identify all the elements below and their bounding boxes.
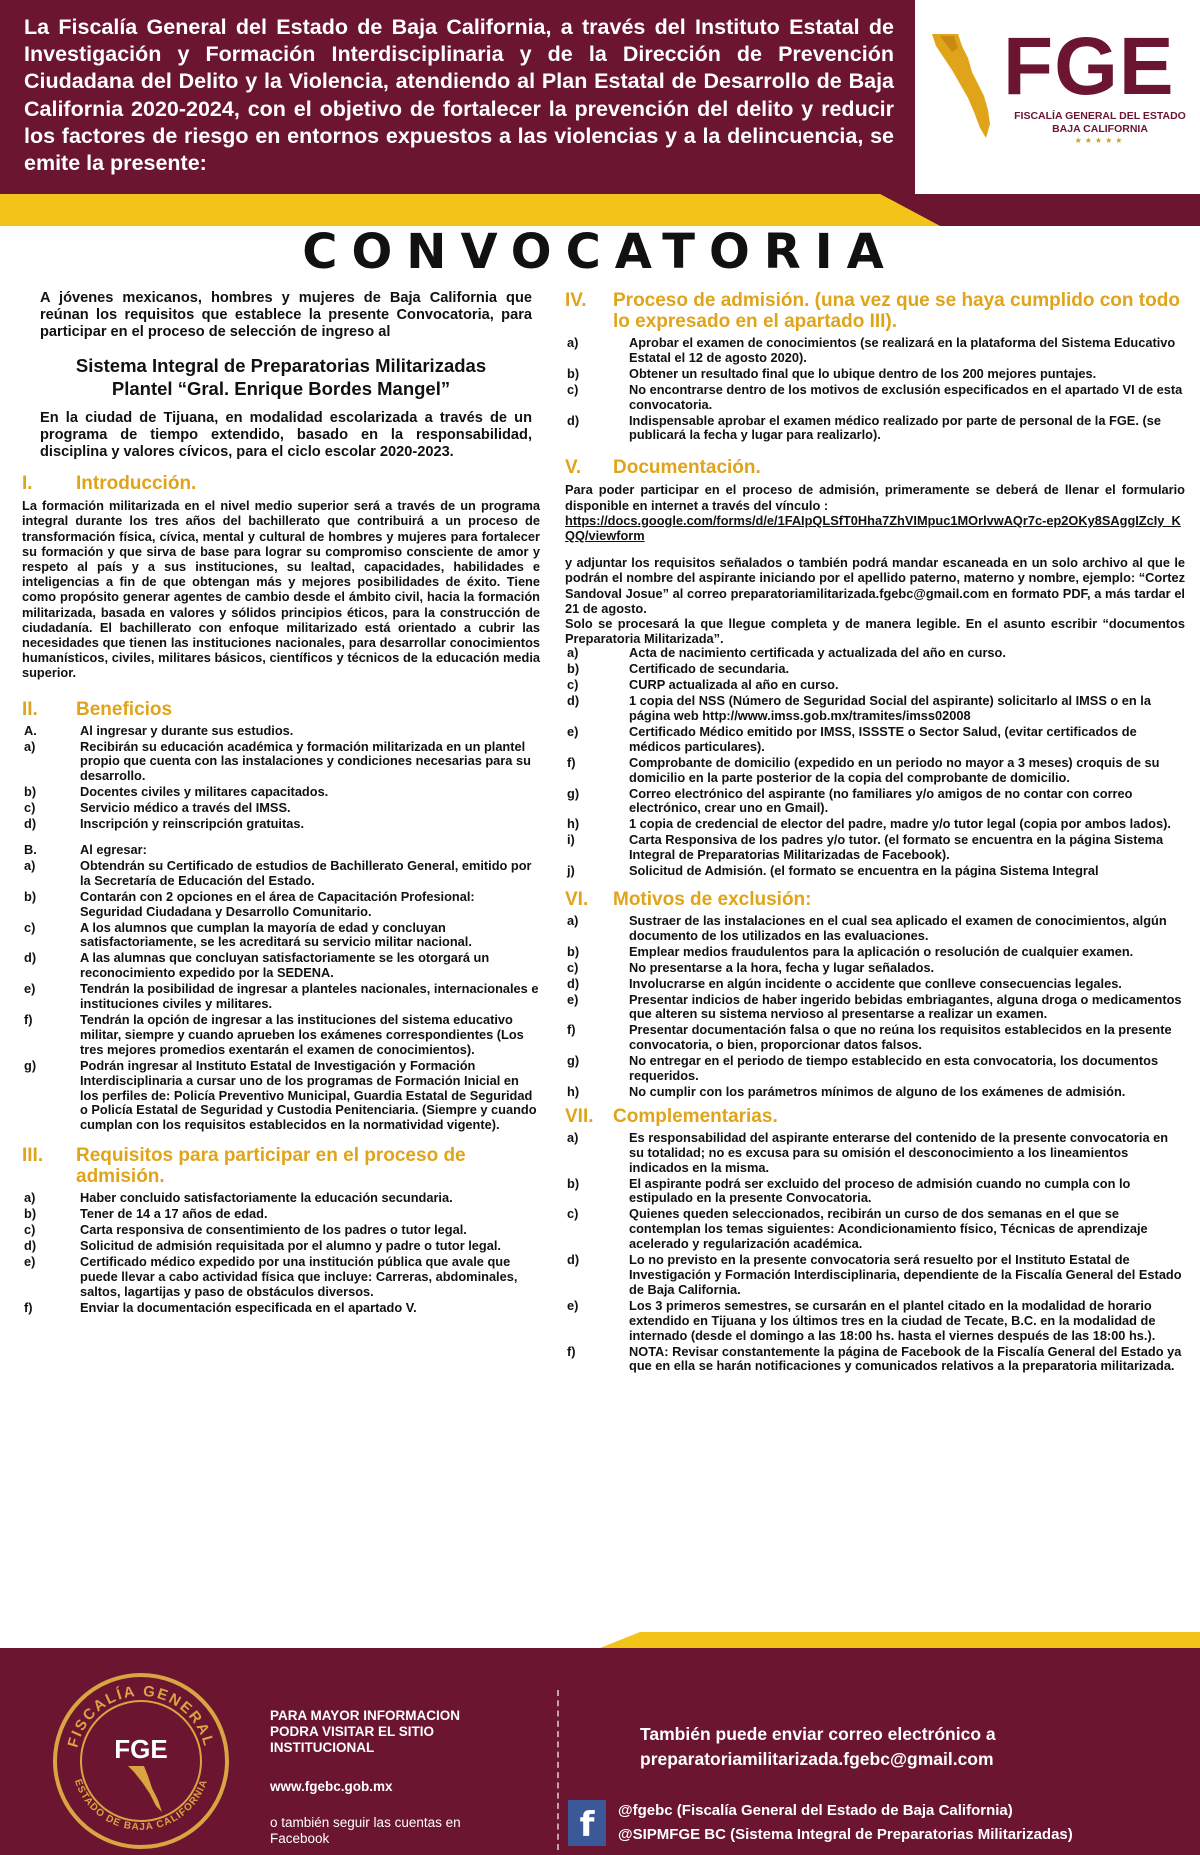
list-item-letter: B. <box>24 842 37 857</box>
list-item <box>22 951 540 981</box>
list-item-letter: d) <box>567 693 580 709</box>
list-item-text: Presentar indicios de haber ingerido bebidas embriagantes, alguna droga o medicamentos que alteren su sistema nervioso al presentarse a realizar un examen. <box>629 991 1182 1022</box>
footer-info-line2: PODRA VISITAR EL SITIO <box>270 1724 435 1739</box>
list-item-text: No presentarse a la hora, fecha y lugar señalados. <box>629 959 935 975</box>
section-number: I. <box>22 473 33 495</box>
header-corner-decoration <box>880 194 1200 226</box>
list-item <box>22 1191 540 1206</box>
logo-stars: ★★★★★ <box>1074 136 1126 145</box>
list-item-letter: c) <box>24 919 36 935</box>
list-item-text: Al egresar: <box>80 842 147 857</box>
list-item-text: Obtener un resultado final que lo ubique dentro de los 200 mejores puntajes. <box>629 365 1097 381</box>
list-item-letter: c) <box>567 381 579 397</box>
list-item-letter: c) <box>567 959 579 975</box>
section-title: Proceso de admisión. (una vez que se haya cumplido con todo lo expresado en el apartado III). <box>613 290 1180 332</box>
list-item <box>565 646 1185 661</box>
list-item-text: Tendrán la opción de ingresar a las instituciones del sistema educativo militar, siempre y cuando aprueben los exámenes correspondientes (Los tres mejores promedios exentarán el examen de conocimientos). <box>80 1011 524 1057</box>
list-item-text: Inscripción y reinscripción gratuitas. <box>80 816 305 832</box>
section-number: III. <box>22 1145 44 1167</box>
facebook-account-fgebc[interactable]: @fgebc (Fiscalía General del Estado de Baja California) <box>618 1802 1013 1819</box>
list-item-text: No encontrarse dentro de los motivos de exclusión especificados en el apartado VI de esta convocatoria. <box>629 381 1183 412</box>
list-item-text: Lo no previsto en la presente convocatoria será resuelto por el Instituto Estatal de Investigación y Formación Interdisciplinaria, dependiente de la Fiscalía General del Estado de Baja California. <box>629 1252 1182 1297</box>
list-item <box>565 725 1185 755</box>
seal-bottom-text: ESTADO DE BAJA CALIFORNIA <box>71 1777 211 1834</box>
list-item-letter: f) <box>567 1343 576 1359</box>
list-item-text: A los alumnos que cumplan la mayoría de edad y concluyan satisfactoriamente, se les acreditará su servicio militar nacional. <box>80 919 472 950</box>
list-item-text: Carta responsiva de consentimiento de los padres o tutor legal. <box>80 1222 467 1238</box>
section-title: Complementarias. <box>613 1105 778 1127</box>
left-column <box>22 290 540 1316</box>
list-item-letter: e) <box>567 991 579 1007</box>
list-item-letter: g) <box>24 1057 37 1073</box>
fge-seal-logo <box>52 1672 230 1850</box>
list-item-text: Emplear medios fraudulentos para la aplicación o resolución de cualquier examen. <box>629 943 1134 959</box>
footer-email-address[interactable]: preparatoriamilitarizada.fgebc@gmail.com <box>640 1749 994 1769</box>
list-item-letter: a) <box>567 645 579 661</box>
section-title: Requisitos para participar en el proceso de admisión. <box>76 1145 466 1188</box>
list-item-text: 1 copia del NSS (Número de Seguridad Social del aspirante) solicitarlo al IMSS o en la página web http://www.imss.gob.mx/tramites/imss02008 <box>629 693 1151 723</box>
list-item <box>565 787 1185 817</box>
list-item-letter: f) <box>567 754 576 770</box>
section-title: Beneficios <box>76 698 173 720</box>
footer-info-line1: PARA MAYOR INFORMACION <box>270 1708 461 1723</box>
list-item <box>22 890 540 920</box>
list-item <box>565 336 1185 366</box>
list-item-letter: b) <box>567 661 580 677</box>
right-column <box>565 290 1185 1375</box>
section-heading-proceso <box>565 290 1185 332</box>
list-item-text: Quienes queden seleccionados, recibirán un curso de dos semanas en el que se contemplan los temas siguientes: Acondicionamiento físico, Técnicas de aprendizaje acelerado y regularización académica. <box>629 1206 1148 1252</box>
list-item-text: Solicitud de Admisión. (el formato se encuentra en la página Sistema Integral <box>629 863 1099 879</box>
list-item <box>565 694 1185 724</box>
list-item <box>22 801 540 816</box>
list-item-letter: a) <box>24 738 36 754</box>
list-item-text: Tendrán la posibilidad de ingresar a planteles nacionales, internacionales e instituciones civiles y militares. <box>80 981 539 1012</box>
intro-paragraph: A jóvenes mexicanos, hombres y mujeres de Baja California que reúnan los requisitos que establece la presente Convocatoria, para participar en el proceso de selección de ingreso al <box>40 290 532 341</box>
list-item <box>22 982 540 1012</box>
list-item-letter: b) <box>567 365 580 381</box>
list-item-text: Servicio médico a través del IMSS. <box>80 800 291 816</box>
documentos-list <box>565 646 1185 879</box>
page-title: CONVOCATORIA <box>302 224 898 280</box>
list-item <box>565 1345 1185 1375</box>
list-item-letter: g) <box>567 1053 580 1069</box>
list-item-text: Obtendrán su Certificado de estudios de Bachillerato General, emitido por la Secretaría de Educación del Estado. <box>80 857 532 888</box>
section-number: IV. <box>565 290 587 311</box>
section-number: VII. <box>565 1105 594 1127</box>
list-item <box>22 1301 540 1316</box>
list-item-letter: f) <box>567 1022 576 1038</box>
section-number: VI. <box>565 888 589 910</box>
beneficios-group-a <box>22 724 540 832</box>
list-item-letter: b) <box>24 784 37 800</box>
beneficios-group-b <box>22 843 540 1133</box>
documentacion-note: Solo se procesará la que llegue completa y de manera legible. En el asunto escribir “documentos Preparatoria Militarizada”. <box>565 615 1185 647</box>
list-item-letter: a) <box>24 857 36 873</box>
list-item <box>22 785 540 800</box>
logo-subtitle-state: BAJA CALIFORNIA <box>1052 123 1148 135</box>
list-item <box>22 843 540 858</box>
list-item <box>565 864 1185 879</box>
list-item-letter: c) <box>24 1222 36 1238</box>
facebook-icon: f <box>568 1800 606 1846</box>
list-item-text: A las alumnas que concluyan satisfactoriamente se les otorgará un reconocimiento expedido por la SEDENA. <box>80 950 490 981</box>
list-item-text: Acta de nacimiento certificada y actualizada del año en curso. <box>629 645 1006 661</box>
list-item-letter: d) <box>24 816 37 832</box>
list-item <box>565 1207 1185 1252</box>
list-item-letter: g) <box>567 785 580 801</box>
list-item <box>565 977 1185 992</box>
seal-center-text: FGE <box>114 1734 168 1764</box>
list-item <box>565 414 1185 444</box>
baja-california-map-icon <box>928 32 992 142</box>
list-item-letter: d) <box>24 950 37 966</box>
list-item <box>565 367 1185 382</box>
list-item-letter: b) <box>24 888 37 904</box>
list-item-text: Podrán ingresar al Instituto Estatal de Investigación y Formación Interdisciplinaria a cursar uno de los programas de Formación Inicial en los perfiles de: Policía Preventivo Municipal, Guardia Estatal de Seguridad o Policía Estatal de Seguridad y Custodia Penitenciaria. (Siempre y cuando cumplan con los requisitos establecidos en la normatividad vigente). <box>80 1057 537 1133</box>
logo-subtitle: FISCALÍA GENERAL DEL ESTADO <box>1014 110 1186 122</box>
list-item-text: 1 copia de credencial de elector del padre, madre y/o tutor legal (copia por ambos lados). <box>629 816 1171 832</box>
list-item-text: Carta Responsiva de los padres y/o tutor. (el formato se encuentra en la página Sistema Integral de Preparatorias Militarizadas de Facebook). <box>629 832 1164 863</box>
list-item <box>565 756 1185 786</box>
list-item <box>22 921 540 951</box>
footer-follow-line1: o también seguir las cuentas en <box>270 1815 461 1830</box>
list-item-letter: i) <box>567 832 575 848</box>
list-item-letter: e) <box>24 981 36 997</box>
form-link[interactable]: https://docs.google.com/forms/d/e/1FAIpQLSfT0Hha7ZhVIMpuc1MOrlvwAQr7c-ep2OKy8SAggIZcIy_KQQ/viewform <box>565 512 1181 543</box>
section-title: Documentación. <box>613 457 761 479</box>
list-item-letter: d) <box>567 412 580 428</box>
list-item-text: Involucrarse en algún incidente o accidente que conlleve consecuencias legales. <box>629 975 1122 991</box>
section-heading-complementarias <box>565 1106 1185 1127</box>
documentacion-instructions: y adjuntar los requisitos señalados o también podrá mandar escaneada en un solo archivo al que le podrán el nombre del aspirante iniciando por el apellido paterno, materno y nombre, ejemplo: “Cortez Sandoval Josue” al correo preparatoriamilitarizada.fgebc@gmail.com en formato PDF, a más tardar el 21 de agosto. <box>565 555 1185 616</box>
list-item-letter: f) <box>24 1011 33 1027</box>
list-item <box>22 1207 540 1222</box>
list-item-letter: j) <box>567 863 575 879</box>
list-item <box>22 1239 540 1254</box>
list-item-text: Correo electrónico del aspirante (no familiares y/o amigos de no contar con correo electrónico, crear uno en Gmail). <box>629 785 1133 816</box>
requisitos-list <box>22 1191 540 1315</box>
list-item <box>565 1253 1185 1298</box>
footer-follow-line2: Facebook <box>270 1831 330 1846</box>
facebook-account-sipmfge[interactable]: @SIPMFGE BC (Sistema Integral de Preparatorias Militarizadas) <box>618 1826 1073 1843</box>
section-heading-introduccion <box>22 473 540 494</box>
list-item-letter: h) <box>567 1083 580 1099</box>
list-item <box>22 740 540 785</box>
list-item-letter: d) <box>24 1237 37 1253</box>
list-item <box>565 662 1185 677</box>
list-item-letter: a) <box>567 335 579 350</box>
list-item-letter: b) <box>567 1175 580 1191</box>
list-item-text: Tener de 14 a 17 años de edad. <box>80 1206 268 1222</box>
list-item <box>565 1299 1185 1344</box>
list-item <box>565 1177 1185 1207</box>
list-item-text: Certificado Médico emitido por IMSS, ISSSTE o Sector Salud, (evitar certificados de médicos particulares). <box>629 723 1137 754</box>
list-item-text: No cumplir con los parámetros mínimos de alguno de los exámenes de admisión. <box>629 1083 1126 1099</box>
list-item <box>22 1255 540 1300</box>
list-item <box>22 859 540 889</box>
footer-divider <box>557 1690 559 1850</box>
list-item-text: Los 3 primeros semestres, se cursarán en el plantel citado en la modalidad de horario extendido en Tijuana y los últimos tres en la ciudad de Tecate, B.C. en la modalidad de internado (desde el domingo a las 18:00 hs. hasta el viernes después de las 18:00 hs.). <box>629 1297 1156 1343</box>
list-item <box>565 914 1185 944</box>
program-name-line2: Plantel “Gral. Enrique Bordes Mangel” <box>111 377 451 399</box>
list-item <box>565 993 1185 1023</box>
list-item-text: El aspirante podrá ser excluido del proceso de admisión cuando no cumpla con lo estipulado en la presente Convocatoria. <box>629 1175 1131 1206</box>
list-item-letter: b) <box>567 943 580 959</box>
list-item <box>565 817 1185 832</box>
list-item-text: Al ingresar y durante sus estudios. <box>80 722 294 738</box>
list-item-text: CURP actualizada al año en curso. <box>629 677 839 693</box>
list-item-letter: h) <box>567 816 580 832</box>
list-item-text: Docentes civiles y militares capacitados. <box>80 784 329 800</box>
list-item-letter: a) <box>567 912 579 928</box>
list-item-letter: a) <box>24 1190 36 1206</box>
list-item-text: Certificado médico expedido por una institución pública que avale que puede llevar a cabo actividad física que incluye: Carreras, abdominales, saltos, lagartijas y paso de obstáculos diversos. <box>80 1253 518 1299</box>
list-item-text: No entregar en el periodo de tiempo establecido en esta convocatoria, los documentos requeridos. <box>629 1053 1159 1084</box>
list-item-letter: c) <box>567 1206 579 1222</box>
list-item-letter: d) <box>567 975 580 991</box>
list-item-text: Enviar la documentación especificada en el apartado V. <box>80 1299 417 1315</box>
logo-fge-text: FGE <box>1003 21 1175 112</box>
list-item <box>565 961 1185 976</box>
list-item-letter: e) <box>24 1253 36 1269</box>
section-heading-requisitos <box>22 1145 540 1187</box>
list-item-text: Certificado de secundaria. <box>629 661 790 677</box>
section-number: V. <box>565 457 582 479</box>
list-item <box>22 1223 540 1238</box>
list-item <box>565 678 1185 693</box>
list-item <box>565 1131 1185 1176</box>
footer-email-line1: También puede enviar correo electrónico a <box>640 1724 996 1744</box>
proceso-list <box>565 336 1185 443</box>
list-item-letter: a) <box>567 1129 579 1145</box>
list-item <box>565 1085 1185 1100</box>
list-item <box>22 1013 540 1058</box>
program-name <box>22 354 540 400</box>
footer-website-link[interactable]: www.fgebc.gob.mx <box>270 1779 393 1794</box>
list-item-text: Aprobar el examen de conocimientos (se realizará en la plataforma del Sistema Educativo Estatal el 12 de agosto 2020). <box>629 335 1176 365</box>
list-item-text: Comprobante de domicilio (expedido en un periodo no mayor a 3 meses) croquis de su domicilio en la parte posterior de la copia del comprobante de domicilio. <box>629 754 1160 785</box>
list-item-text: Sustraer de las instalaciones en el cual sea aplicado el examen de conocimientos, algún documento de los utilizados en las evaluaciones. <box>629 912 1167 943</box>
list-item <box>22 817 540 832</box>
list-item-letter: c) <box>24 800 36 816</box>
list-item-text: NOTA: Revisar constantemente la página de Facebook de la Fiscalía General del Estado ya que en ella se harán notificaciones y comunicados relativos a la preparatoria militarizada. <box>629 1343 1182 1374</box>
seal-top-text: FISCALÍA GENERAL <box>64 1682 218 1750</box>
footer-info-line3: INSTITUCIONAL <box>270 1740 375 1755</box>
section-heading-exclusion <box>565 889 1185 910</box>
section-heading-documentacion <box>565 457 1185 478</box>
list-item-letter: f) <box>24 1299 33 1315</box>
list-item-text: Solicitud de admisión requisitada por el alumno y padre o tutor legal. <box>80 1237 501 1253</box>
list-item-letter: d) <box>567 1252 580 1268</box>
list-item-text: Indispensable aprobar el examen médico realizado por parte de personal de la FGE. (se publicará la fecha y lugar para realizarlo). <box>629 412 1161 443</box>
program-name-line1: Sistema Integral de Preparatorias Militarizadas <box>75 354 487 376</box>
documentacion-paragraph: Para poder participar en el proceso de admisión, primeramente se deberá de llenar el formulario disponible en internet a través del vínculo : <box>565 482 1185 513</box>
exclusion-list <box>565 914 1185 1100</box>
list-item-text: Es responsabilidad del aspirante enterarse del contenido de la presente convocatoria en su totalidad; no es excusa para su omisión el desconocimiento a los lineamientos indicados en la misma. <box>629 1129 1169 1175</box>
introduccion-body: La formación militarizada en el nivel medio superior será a través de un programa integral durante los tres años del bachillerato que contribuirá a un proceso de transformación física, cívica, mental y cultural de hombres y mujeres para fortalecer su formación y que sirva de base para lograr su compromiso consciente de amor y respeto al país y a sus instituciones, su lealtad, capacidades, habilidades e inteligencias a fin de que obtengan más y mejores posibilidades de éxito. Tiene como propósito generar agentes de cambio desde el ámbito civil, hacia la formación militarizada, basada en valores y sólidos principios éticos, para la construcción de ciudadanía. El bachillerato con enfoque militarizado está orientado a cubrir las necesidades que tienen las instituciones nacionales, para desarrollar conocimientos humanísticos, civiles, militares básicos, científicos y técnicos de la educación media superior. <box>22 498 540 681</box>
section-title: Introducción. <box>76 473 197 495</box>
section-title: Motivos de exclusión: <box>613 888 812 910</box>
section-number: II. <box>22 698 38 720</box>
list-item-letter: c) <box>567 677 579 693</box>
list-item-text: Recibirán su educación académica y formación militarizada en un plantel propio que cuenta con las instalaciones y condiciones necesarias para su desarrollo. <box>80 738 531 784</box>
complementarias-list <box>565 1131 1185 1375</box>
list-item-text: Presentar documentación falsa o que no reúna los requisitos establecidos en la presente convocatoria, o bien, proporcionar datos falsos. <box>629 1022 1172 1053</box>
header-intro-text: La Fiscalía General del Estado de Baja California, a través del Instituto Estatal de Investigación y Formación Interdisciplinaria y de la Dirección de Prevención Ciudadana del Delito y la Violencia, atendiendo al Plan Estatal de Desarrollo de Baja California 2020-2024, con el objetivo de fortalecer la prevención del delito y reducir los factores de riesgo en entornos expuestos a las violencias y a la delincuencia, se emite la presente: <box>24 15 894 176</box>
list-item <box>565 1054 1185 1084</box>
modality-paragraph: En la ciudad de Tijuana, en modalidad escolarizada a través de un programa de tiempo extendido, basado en la responsabilidad, disciplina y valores cívicos, para el ciclo escolar 2020-2023. <box>40 409 532 461</box>
section-heading-beneficios <box>22 699 540 720</box>
list-item <box>565 1023 1185 1053</box>
list-item <box>565 945 1185 960</box>
list-item <box>22 724 540 739</box>
list-item-letter: b) <box>24 1206 37 1222</box>
list-item <box>22 1059 540 1134</box>
list-item <box>565 383 1185 413</box>
list-item-letter: A. <box>24 722 37 738</box>
list-item-text: Contarán con 2 opciones en el área de Capacitación Profesional: Seguridad Ciudadana y Desarrollo Comunitario. <box>80 888 475 919</box>
list-item-letter: e) <box>567 1297 579 1313</box>
list-item-text: Haber concluido satisfactoriamente la educación secundaria. <box>80 1190 453 1206</box>
list-item-letter: e) <box>567 723 579 739</box>
list-item <box>565 833 1185 863</box>
